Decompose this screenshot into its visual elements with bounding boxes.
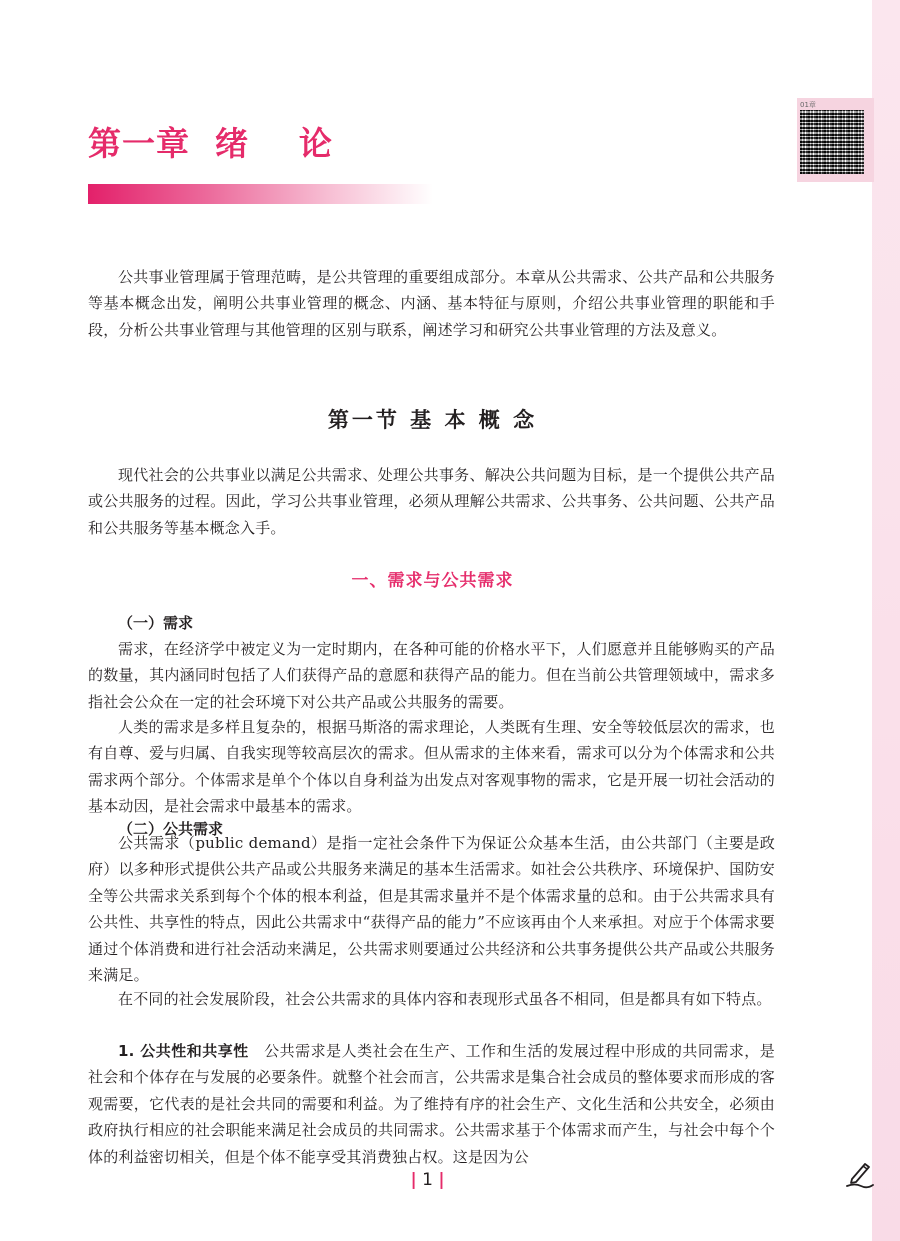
heading-public-demand: （二）公共需求 [118,820,224,838]
point-1-body: 公共需求是人类社会在生产、工作和生活的发展过程中形成的共同需求，是社会和个体存在与发展的必要条件。就整个社会而言，公共需求是集合社会成员的整体要求而形成的客观需要，它代表的是社会共同的需要和利益。为了维持有序的社会生产、文化生活和公共安全，必须由政府执行相应的社会职能来满足社会成员的共同需求。公共需求基于个体需求而产生，与社会中每个个体的利益密切相关，但是个体不能享受其消费独占权。这是因为公 [88,1042,775,1166]
chapter-title: 第一章 绪 论 [88,124,333,163]
qr-code-icon[interactable] [800,110,864,174]
public-demand-paragraph-3 [88,1038,775,1170]
section-title: 第一节 基 本 概 念 [327,408,538,432]
point-1-lead: 1. 公共性和共享性 [118,1042,249,1060]
page-number-value: 1 [422,1170,433,1190]
demand-paragraph-2: 人类的需求是多样且复杂的，根据马斯洛的需求理论，人类既有生理、安全等较低层次的需求，也有自尊、爱与归属、自我实现等较高层次的需求。但从需求的主体来看，需求可以分为个体需求和公共需求两个部分。个体需求是单个个体以自身利益为出发点对客观事物的需求，它是开展一切社会活动的基本动因，是社会需求中最基本的需求。 [88,718,775,816]
pen-icon[interactable] [843,1156,877,1190]
public-demand-paragraph-2: 在不同的社会发展阶段，社会公共需求的具体内容和表现形式虽各不相同，但是都具有如下特点。 [118,990,772,1008]
qr-code-panel[interactable] [797,98,874,182]
demand-paragraph-1: 需求，在经济学中被定义为一定时期内，在各种可能的价格水平下，人们愿意并且能够购买的产品的数量，其内涵同时包括了人们获得产品的意愿和获得产品的能力。但在当前公共管理领域中，需求多指社会公众在一定的社会环境下对公共产品或公共服务的需要。 [88,640,775,711]
right-margin-band [872,0,900,1241]
chapter-intro: 公共事业管理属于管理范畴，是公共管理的重要组成部分。本章从公共需求、公共产品和公共服务等基本概念出发，阐明公共事业管理的概念、内涵、基本特征与原则，介绍公共事业管理的职能和手段，分析公共事业管理与其他管理的区别与联系，阐述学习和研究公共事业管理的方法及意义。 [88,268,775,339]
page-number: | 1 | [410,1170,445,1190]
section-intro: 现代社会的公共事业以满足公共需求、处理公共事务、解决公共问题为目标，是一个提供公共产品或公共服务的过程。因此，学习公共事业管理，必须从理解公共需求、公共事务、公共问题、公共产品和公共服务等基本概念入手。 [88,466,775,537]
qr-label: 01章 [800,101,816,109]
chapter-title-bar [88,184,433,204]
heading-demand: （一）需求 [118,614,194,632]
public-demand-paragraph-1: 公共需求（public demand）是指一定社会条件下为保证公众基本生活，由公共部门（主要是政府）以多种形式提供公共产品或公共服务来满足的基本生活需求。如社会公共秩序、环境保护、国防安全等公共需求关系到每个个体的根本利益，但是其需求量并不是个体需求量的总和。由于公共需求具有公共性、共享性的特点，因此公共需求中“获得产品的能力”不应该再由个人来承担。对应于个体需求要通过个体消费和进行社会活动来满足，公共需求则要通过公共经济和公共事务提供公共产品或公共服务来满足。 [88,834,775,985]
subsection-title: 一、需求与公共需求 [351,571,514,591]
